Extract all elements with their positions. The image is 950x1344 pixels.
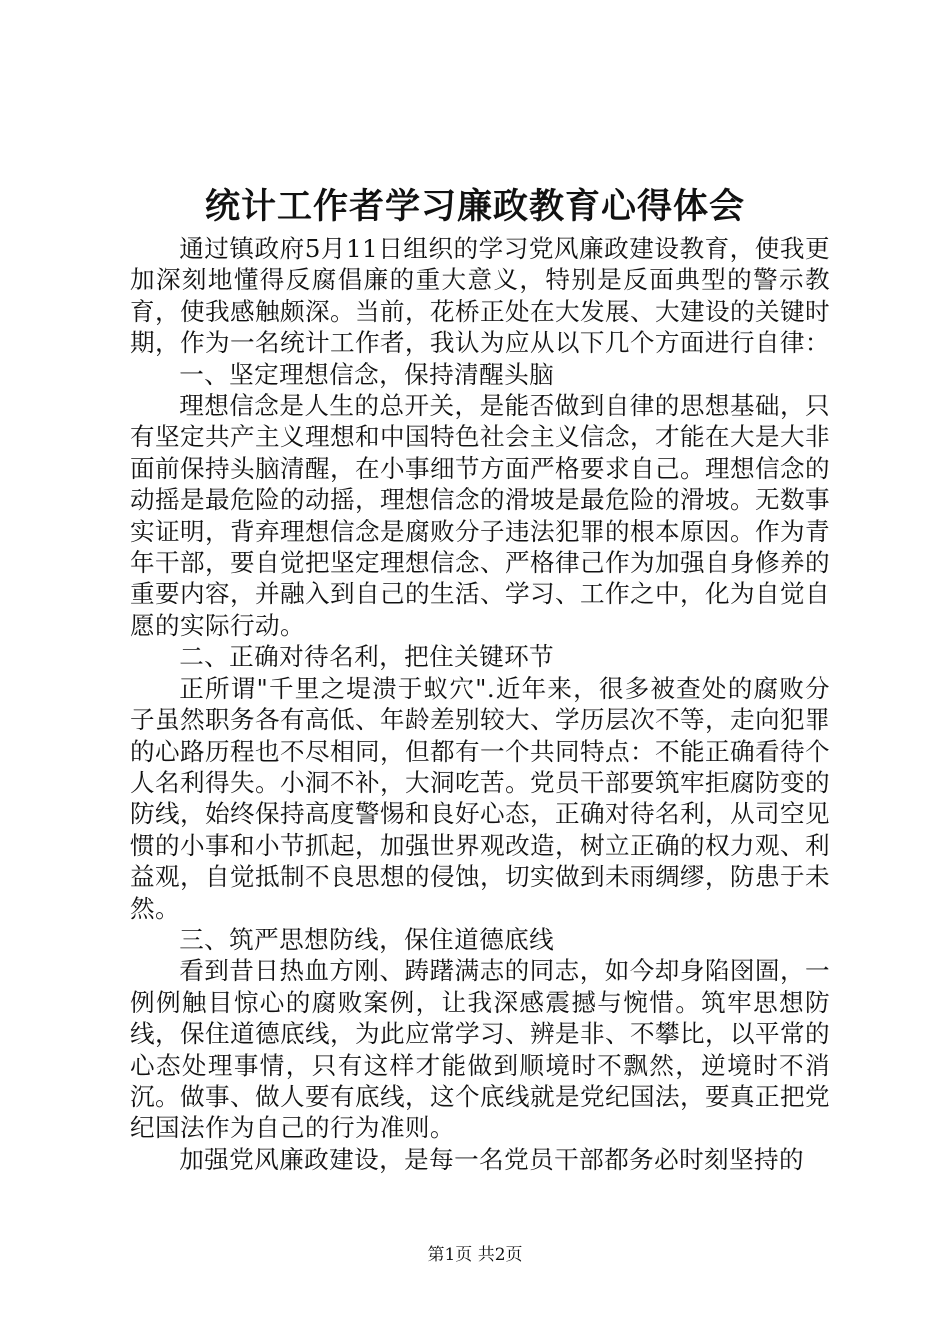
section-body-3: 看到昔日热血方刚、踌躇满志的同志，如今却身陷囹圄，一例例触目惊心的腐败案例，让我深感震撼与惋惜。筑牢思想防线，保住道德底线，为此应常学习、辨是非、不攀比，以平常的心态处理事情，只有这样才能做到顺境时不飘然，逆境时不消沉。做事、做人要有底线，这个底线就是党纪国法，要真正把党纪国法作为自己的行为准则。: [130, 956, 830, 1143]
section-heading-3: 三、筑严思想防线，保住道德底线: [179, 924, 555, 954]
section-heading-1: 一、坚定理想信念，保持清醒头脑: [179, 359, 555, 389]
section-body-1: 理想信念是人生的总开关，是能否做到自律的思想基础，只有坚定共产主义理想和中国特色社会主义信念，才能在大是大非面前保持头脑清醒，在小事细节方面严格要求自己。理想信念的动摇是最危险的动摇，理想信念的滑坡是最危险的滑坡。无数事实证明，背弃理想信念是腐败分子违法犯罪的根本原因。作为青年干部，要自觉把坚定理想信念、严格律己作为加强自身修养的重要内容，并融入到自己的生活、学习、工作之中，化为自觉自愿的实际行动。: [130, 391, 830, 640]
intro-paragraph: 通过镇政府5月11日组织的学习党风廉政建设教育，使我更加深刻地懂得反腐倡廉的重大意义，特别是反面典型的警示教育，使我感触颇深。当前，花桥正处在大发展、大建设的关键时期，作为一名统计工作者，我认为应从以下几个方面进行自律：: [130, 234, 830, 358]
page-number-footer: 第1页 共2页: [427, 1245, 523, 1265]
closing-paragraph: 加强党风廉政建设，是每一名党员干部都务必时刻坚持的: [179, 1144, 805, 1174]
section-heading-2: 二、正确对待名利，把住关键环节: [179, 642, 555, 672]
section-body-2: 正所谓"千里之堤溃于蚁穴".近年来，很多被查处的腐败分子虽然职务各有高低、年龄差别较大、学历层次不等，走向犯罪的心路历程也不尽相同，但都有一个共同特点：不能正确看待个人名利得失。小洞不补，大洞吃苦。党员干部要筑牢拒腐防变的防线，始终保持高度警惕和良好心态，正确对待名利，从司空见惯的小事和小节抓起，加强世界观改造，树立正确的权力观、利益观，自觉抵制不良思想的侵蚀，切实做到未雨绸缪，防患于未然。: [130, 673, 830, 923]
document-title: 统计工作者学习廉政教育心得体会: [204, 186, 745, 227]
document-body: [130, 233, 830, 1175]
